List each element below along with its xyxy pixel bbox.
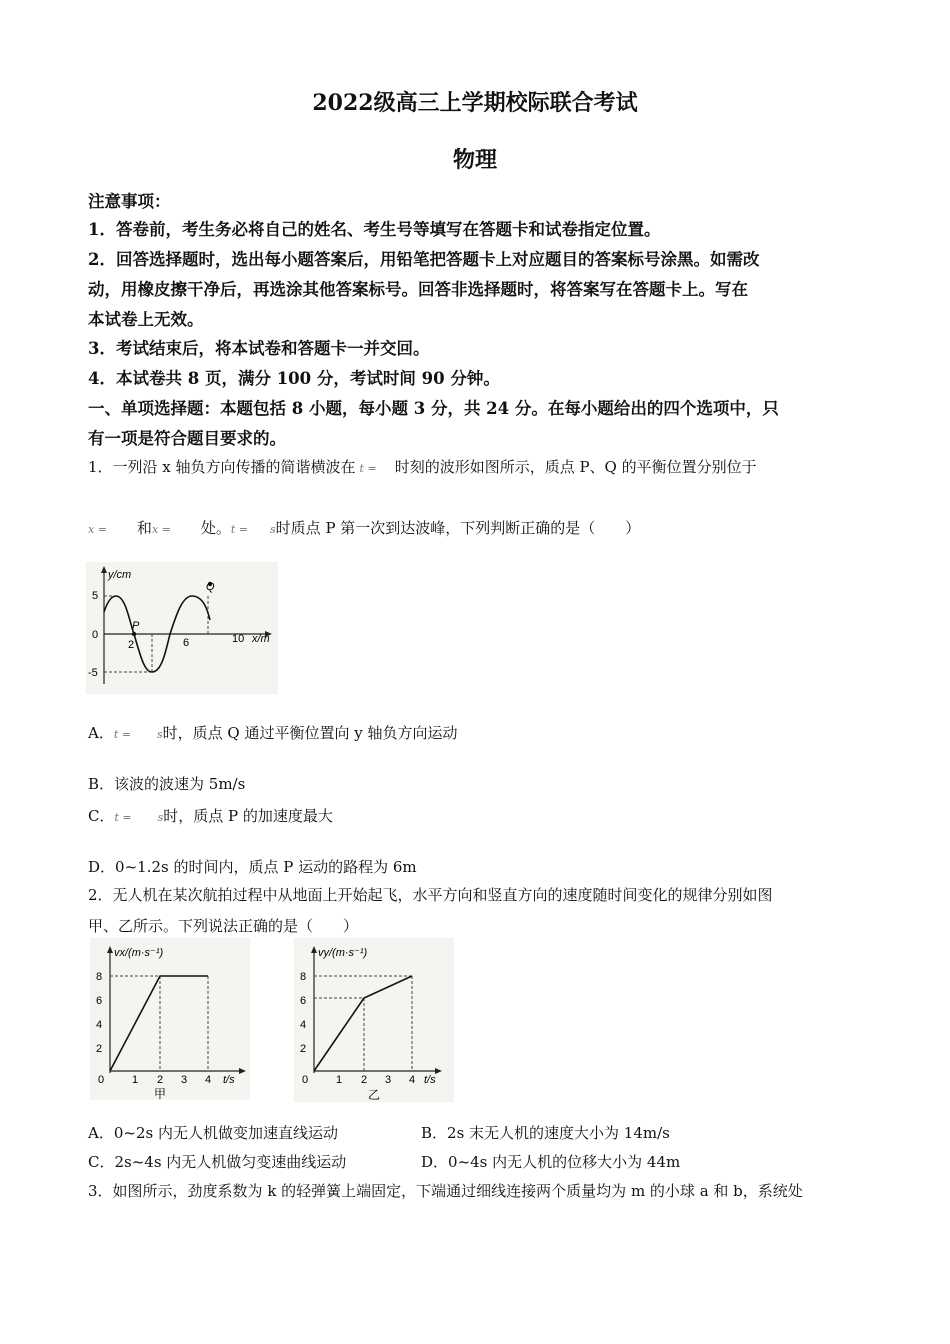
vx-ytick-6: 6 bbox=[96, 995, 103, 1007]
vx-xtick-2: 2 bbox=[157, 1074, 164, 1086]
notice-heading: 注意事项： bbox=[88, 192, 171, 211]
notice-item-2-end: 本试卷上无效。 bbox=[88, 310, 204, 329]
q1-chu: 处。 bbox=[200, 519, 231, 537]
q1-x2: 2 bbox=[128, 639, 135, 651]
section-heading: 一、单项选择题：本题包括 8 小题，每小题 3 分，共 24 分。在每小题给出的四个选项中，只 bbox=[88, 399, 779, 418]
vx-xtick-1: 1 bbox=[132, 1074, 139, 1086]
q2-option-c: C．2s~4s 内无人机做匀变速曲线运动 bbox=[88, 1153, 347, 1171]
q1-opt-a-text: 时，质点 Q 通过平衡位置向 y 轴负方向运动 bbox=[162, 724, 458, 742]
q1-yn5: -5 bbox=[88, 667, 98, 679]
vy-ytick-8: 8 bbox=[300, 971, 307, 983]
q1-ylabel: y/cm bbox=[108, 569, 132, 581]
q1-opt-a-label: A． bbox=[88, 724, 114, 742]
q3-stem-line1: 3．如图所示，劲度系数为 k 的轻弹簧上端固定，下端通过细线连接两个质量均为 m 的小球 a 和 b，系统处 bbox=[88, 1182, 803, 1200]
q1-opt-c-s: s bbox=[157, 811, 164, 824]
q2-stem-line1: 2．无人机在某次航拍过程中从地面上开始起飞，水平方向和竖直方向的速度随时间变化的规律分别如图 bbox=[88, 886, 773, 904]
notice-item-4: 4．本试卷共 8 页，满分 100 分，考试时间 90 分钟。 bbox=[88, 369, 500, 388]
q1-x1: x = bbox=[88, 523, 107, 536]
vx-caption: 甲 bbox=[154, 1087, 167, 1100]
vx-ytick-2: 2 bbox=[96, 1043, 103, 1055]
vy-xtick-2: 2 bbox=[361, 1074, 368, 1086]
q1-x6: 6 bbox=[183, 637, 190, 649]
q1-stem-line1 bbox=[88, 456, 757, 477]
point-p bbox=[132, 632, 136, 636]
q1-stem-line2 bbox=[88, 517, 640, 538]
vx-xtick-4: 4 bbox=[205, 1074, 212, 1086]
q2-option-d: D．0~4s 内无人机的位移大小为 44m bbox=[421, 1153, 681, 1171]
q1-y0: 0 bbox=[92, 629, 99, 641]
q1-opt-a-t: t = bbox=[113, 728, 131, 741]
q1-xlabel: x/m bbox=[252, 633, 270, 645]
q1-option-b: B．该波的波速为 5m/s bbox=[88, 775, 246, 793]
notice-item-1: 1．答卷前，考生务必将自己的姓名、考生号等填写在答题卡和试卷指定位置。 bbox=[88, 220, 661, 239]
vy-ytick-4: 4 bbox=[300, 1019, 307, 1031]
q1-x2: x = bbox=[151, 523, 171, 536]
q2-option-b: B．2s 末无人机的速度大小为 14m/s bbox=[421, 1124, 670, 1142]
section-heading-cont: 有一项是符合题目要求的。 bbox=[88, 429, 286, 448]
vy-xlabel: t/s bbox=[424, 1074, 436, 1086]
vy-xtick-1: 1 bbox=[336, 1074, 343, 1086]
vy-ytick-6: 6 bbox=[300, 995, 307, 1007]
q1-stem-b: 时刻的波形如图所示，质点 P、Q 的平衡位置分别位于 bbox=[394, 458, 757, 476]
q1-wave-graph bbox=[86, 562, 278, 694]
vx-ytick-0: 0 bbox=[98, 1074, 105, 1086]
q1-stem-a: 1．一列沿 x 轴负方向传播的简谐横波在 bbox=[88, 458, 356, 476]
vx-xlabel: t/s bbox=[223, 1074, 235, 1086]
vy-ylabel: vy/(m·s⁻¹) bbox=[318, 947, 368, 959]
q1-opt-c-label: C． bbox=[88, 807, 115, 825]
subject-title: 物理 bbox=[452, 147, 497, 173]
q1-opt-c-t: t = bbox=[114, 811, 132, 824]
q1-stem-rest: 时质点 P 第一次到达波峰，下列判断正确的是（ ） bbox=[275, 519, 641, 537]
vy-caption: 乙 bbox=[368, 1088, 381, 1102]
vx-ylabel: vx/(m·s⁻¹) bbox=[114, 947, 164, 959]
vy-xtick-3: 3 bbox=[385, 1074, 392, 1086]
q1-label-p: P bbox=[132, 620, 140, 632]
q1-opt-a-s: s bbox=[156, 728, 163, 741]
vy-xtick-4: 4 bbox=[409, 1074, 416, 1086]
vx-xtick-3: 3 bbox=[181, 1074, 188, 1086]
q1-opt-c-text: 时，质点 P 的加速度最大 bbox=[163, 807, 333, 825]
q1-x10: 10 bbox=[232, 633, 245, 645]
q1-and: 和 bbox=[136, 519, 152, 537]
vy-ytick-2: 2 bbox=[300, 1043, 307, 1055]
notice-item-2-cont: 动，用橡皮擦干净后，再选涂其他答案标号。回答非选择题时，将答案写在答题卡上。写在 bbox=[88, 280, 748, 299]
q1-s2: s bbox=[270, 523, 276, 536]
q1-y5: 5 bbox=[92, 590, 99, 602]
q1-option-d: D．0~1.2s 的时间内，质点 P 运动的路程为 6m bbox=[88, 858, 417, 876]
q1-option-a bbox=[88, 722, 458, 743]
vy-line bbox=[314, 976, 412, 1071]
page-title: 2022级高三上学期校际联合考试 bbox=[312, 90, 638, 116]
q2-option-a: A．0~2s 内无人机做变加速直线运动 bbox=[88, 1124, 338, 1142]
q1-stem-t: t = bbox=[359, 462, 377, 475]
q2-graph-vx bbox=[90, 938, 250, 1100]
q1-option-c bbox=[88, 805, 333, 826]
q2-graph-vy bbox=[294, 938, 454, 1102]
q1-label-q: Q bbox=[206, 581, 215, 593]
vx-ytick-8: 8 bbox=[96, 971, 103, 983]
q2-stem-line2: 甲、乙所示。下列说法正确的是（ ） bbox=[88, 917, 359, 935]
vx-ytick-4: 4 bbox=[96, 1019, 103, 1031]
vy-ytick-0: 0 bbox=[302, 1074, 309, 1086]
vx-line bbox=[110, 976, 208, 1071]
notice-item-2: 2．回答选择题时，选出每小题答案后，用铅笔把答题卡上对应题目的答案标号涂黑。如需改 bbox=[88, 250, 760, 269]
q1-t2: t = bbox=[230, 523, 249, 536]
notice-item-3: 3．考试结束后，将本试卷和答题卡一并交回。 bbox=[88, 339, 430, 358]
